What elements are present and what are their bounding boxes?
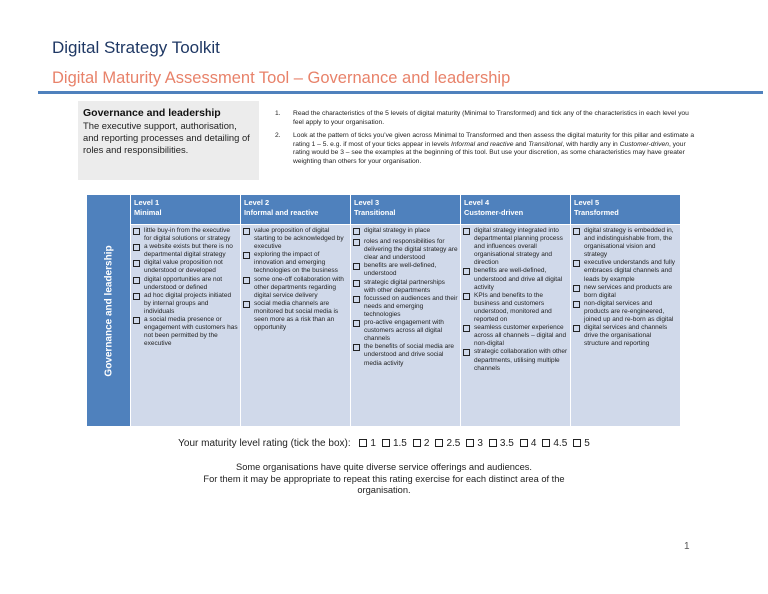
characteristic-checkbox[interactable] [573,324,584,348]
characteristic-item [133,276,238,292]
rating-option[interactable] [520,438,537,449]
level-characteristics [241,225,350,426]
characteristic-text: digital opportunities are not understood or defined [144,275,223,291]
characteristic-item [463,267,568,291]
pillar-side-label [87,195,130,426]
characteristic-text: KPIs and benefits to the business and customers understood, monitored and reported on [474,291,552,324]
characteristic-item [243,227,348,251]
characteristic-item [463,292,568,324]
characteristic-checkbox[interactable] [573,284,584,300]
characteristic-text: seamless customer experience across all channels – digital and non-digital [474,324,567,348]
characteristic-checkbox[interactable] [243,300,254,332]
rating-option[interactable] [489,438,514,449]
characteristic-checkbox[interactable] [133,243,144,259]
characteristic-checkbox[interactable] [133,292,144,316]
characteristic-text: digital services and channels drive the organisational structure and reporting [584,324,668,348]
characteristic-checkbox[interactable] [353,279,364,295]
characteristic-checkbox[interactable] [463,267,474,291]
characteristic-checkbox[interactable] [463,324,474,348]
level-number: Level 5 [574,198,600,207]
characteristic-text: digital value proposition not understood or developed [144,259,223,275]
characteristic-text: new services and products are born digital [584,283,673,299]
characteristic-checkbox[interactable] [243,251,254,275]
rating-option-label: 2.5 [446,438,461,449]
level-header [131,195,240,224]
level-name: Transitional [354,207,396,217]
characteristic-text: some one-off collaboration with other departments regarding digital service delivery [254,275,344,299]
characteristic-item [133,243,238,259]
level-name: Minimal [134,207,162,217]
characteristic-checkbox[interactable] [353,262,364,278]
characteristic-item [463,227,568,267]
characteristic-checkbox[interactable] [573,300,584,324]
characteristic-item [353,295,458,319]
characteristic-checkbox[interactable] [573,227,584,259]
characteristic-checkbox[interactable] [353,295,364,319]
instruction-number: 2. [275,132,281,140]
rating-option-label: 3.5 [499,438,514,449]
rating-option[interactable] [359,438,376,449]
rating-option[interactable] [435,438,460,449]
rating-option[interactable] [413,438,430,449]
characteristic-item [353,319,458,343]
characteristic-checkbox[interactable] [133,276,144,292]
level-column [461,195,570,426]
level-name: Transformed [574,207,619,217]
characteristic-text: strategic collaboration with other departments, utilising multiple channels [474,348,568,372]
rating-option[interactable] [466,438,483,449]
rating-option-label: 3 [477,438,483,449]
maturity-rating [0,438,768,449]
characteristic-item [353,227,458,238]
instruction-item [275,132,697,166]
rating-option[interactable] [542,438,567,449]
characteristic-text: roles and responsibilities for delivering the digital strategy are clear and understood [364,238,458,262]
characteristic-checkbox[interactable] [463,292,474,324]
characteristic-item [243,300,348,332]
characteristic-text: executive understands and fully embraces digital channels and leads by example [584,259,676,283]
characteristic-checkbox[interactable] [133,227,144,243]
note-line-2: For them it may be appropriate to repeat this rating exercise for each distinct area of the organisation. [203,473,565,495]
instruction-number: 1. [275,110,281,117]
characteristic-text: benefits are well-defined, understood and drive all digital activity [474,267,563,291]
pillar-side-text: Governance and leadership [103,244,114,377]
rating-option[interactable] [382,438,407,449]
intro-box [78,101,259,180]
characteristic-text: ad hoc digital projects initiated by internal groups and individuals [144,291,232,315]
characteristic-item [463,348,568,372]
rating-option-label: 5 [584,438,590,449]
characteristic-item [353,343,458,367]
instruction-item [275,110,697,127]
instructions-list [275,110,697,172]
characteristic-item [133,292,238,316]
characteristic-checkbox[interactable] [463,227,474,267]
level-name: Customer-driven [464,207,524,217]
characteristic-item [353,279,458,295]
level-characteristics [351,225,460,426]
characteristic-checkbox[interactable] [133,259,144,275]
instruction-text: Look at the pattern of ticks you’ve given across Minimal to Transformed and then assess the digital maturity for this pillar and estimate a rating 1 – 5. e.g. if most of your ticks appear in levels Informal and reactive and Transitional, with hardly any in Customer-driven, your rating would be 3 – see the examples at the beginning of this tool. But use your discretion, as some characteristics may have greater weighting than others for your organisation. [293,132,695,165]
characteristic-text: focussed on audiences and their needs and emerging technologies [364,294,458,318]
level-header [241,195,350,224]
level-column [351,195,460,426]
level-name: Informal and reactive [244,207,319,217]
intro-text: The executive support, authorisation, and reporting processes and detailing of roles and responsibilities. [83,120,250,155]
characteristic-checkbox[interactable] [133,316,144,348]
rating-option-label: 1.5 [392,438,407,449]
characteristic-text: digital strategy is embedded in, and indistinguishable from, the organisational vision and strategy [584,227,674,259]
level-characteristics [571,225,680,426]
rating-option-label: 4 [530,438,537,449]
characteristic-checkbox[interactable] [353,319,364,343]
page-subtitle: Digital Maturity Assessment Tool – Governance and leadership [52,69,511,87]
characteristic-checkbox[interactable] [243,276,254,300]
level-number: Level 4 [464,198,490,207]
characteristic-text: pro-active engagement with customers across all digital channels [364,319,444,343]
page-number: 1 [684,541,690,552]
characteristic-checkbox[interactable] [463,348,474,372]
characteristic-item [573,300,678,324]
intro-heading: Governance and leadership [83,107,221,119]
characteristic-text: strategic digital partnerships with other departments [364,278,445,294]
characteristic-text: benefits are well-defined, understood [364,262,437,278]
level-characteristics [131,225,240,426]
characteristic-item [573,324,678,348]
characteristic-item [463,324,568,348]
characteristic-item [353,238,458,262]
characteristic-text: digital strategy in place [364,227,431,234]
characteristic-text: exploring the impact of innovation and emerging technologies on the business [254,251,338,275]
level-characteristics [461,225,570,426]
level-number: Level 2 [244,198,270,207]
rating-note [180,462,588,497]
characteristic-item [573,284,678,300]
rating-label: Your maturity level rating (tick the box): [178,438,351,449]
characteristic-item [133,259,238,275]
level-header [461,195,570,224]
characteristic-item [353,262,458,278]
level-column [241,195,350,426]
characteristic-checkbox[interactable] [353,238,364,262]
rating-option[interactable] [573,438,590,449]
level-column [571,195,680,426]
characteristic-text: value proposition of digital starting to be acknowledged by executive [254,227,344,251]
note-line-1: Some organisations have quite diverse service offerings and audiences. [236,462,532,472]
characteristic-item [133,227,238,243]
characteristic-checkbox[interactable] [243,227,254,251]
rating-option-label: 4.5 [553,438,568,449]
characteristic-text: little buy-in from the executive for digital solutions or strategy [144,227,231,243]
header-divider [38,91,763,94]
characteristic-item [573,227,678,259]
level-header [571,195,680,224]
characteristic-text: a website exists but there is no departmental digital strategy [144,243,233,259]
characteristic-text: digital strategy integrated into departmental planning process and influences overall organisational strategy and direction [474,227,563,267]
characteristic-text: a social media presence or engagement with customers has not been permitted by the executive [144,316,238,348]
level-number: Level 3 [354,198,380,207]
level-number: Level 1 [134,198,160,207]
characteristic-text: the benefits of social media are understood and drive social media activity [364,343,454,367]
toolkit-title: Digital Strategy Toolkit [52,38,220,57]
rating-option-label: 2 [423,438,430,449]
characteristic-text: social media channels are monitored but social media is seen more as a risk than an opportunity [254,299,339,332]
characteristic-item [133,316,238,348]
maturity-table [87,195,680,426]
characteristic-checkbox[interactable] [353,343,364,367]
characteristic-checkbox[interactable] [353,227,364,238]
rating-option-label: 1 [370,438,376,449]
level-header [351,195,460,224]
instruction-text: Read the characteristics of the 5 levels of digital maturity (Minimal to Transformed) and tick any of the characteristics in each level you feel apply to your organisation. [293,110,689,126]
characteristic-item [573,259,678,283]
characteristic-item [243,251,348,275]
level-column [131,195,240,426]
characteristic-checkbox[interactable] [573,259,584,283]
characteristic-text: non-digital services and products are re-engineered, joined up and re-born as digital [584,299,674,324]
characteristic-item [243,276,348,300]
